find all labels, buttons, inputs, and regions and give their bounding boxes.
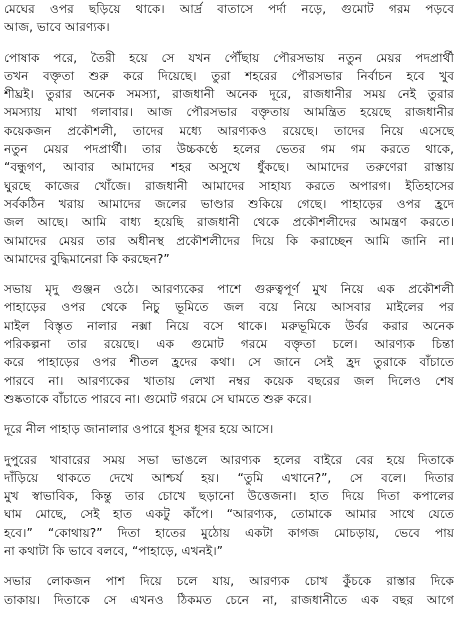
paragraph-1 xyxy=(4,0,454,37)
text-line: আজ, ভাবে আরণ্যক। xyxy=(4,20,110,35)
paragraph-3 xyxy=(4,280,454,408)
text-line: সভার লোকজন পাশ দিয়ে চলে যায়, আরণ্যক চোখ কুঁচকে রাস্তার দিকে xyxy=(4,574,454,589)
text-line: ঘুরছে কাজের খোঁজে। রাজধানী আমাদের সাহায্য করতে অপারগ। ইতিহাসের xyxy=(4,178,454,193)
text-line: দাঁড়িয়ে থাকতে দেখে আশ্চর্য হয়। “তুমি এখানে?”, সে বলে। দিতার xyxy=(4,470,454,485)
paragraph-5 xyxy=(4,451,454,561)
paragraph-4 xyxy=(4,420,454,438)
text-line: তাকায়। দিতাকে সে এখনও ঠিকমত চেনে না, রাজধানীতে এক বছর আগে xyxy=(4,592,454,607)
document-page xyxy=(4,0,454,609)
text-line: আমাদের মেয়র তার অধীনস্থ প্রকৌশলীদের দিয়ে কি করাচ্ছেন আমি জানি না। xyxy=(4,233,454,248)
text-line: তখন বক্তৃতা শুরু করে দিয়েছে। তুরা শহরের পৌরসভার নির্বাচন হবে খুব xyxy=(4,68,454,83)
text-line: করে পাহাড়ের ওপর শীতল হ্রদের কথা। সে জানে সেই হ্রদ তুরাকে বাঁচাতে xyxy=(4,355,454,370)
text-line: পাহাড়ের ওপর থেকে নিচু ভূমিতে জল বয়ে নিয়ে আসবার মাইলের পর xyxy=(4,300,454,315)
text-line: সভায় মৃদু গুঞ্জন ওঠে। আরণ্যকের পাশে গুরুত্বপূর্ণ মুখ নিয়ে এক প্রকৌশলী xyxy=(4,282,454,297)
text-line: পরিকল্পনা তার রয়েছে। এক গুমোট গরমে বক্তৃতা চলে। আরণ্যক চিন্তা xyxy=(4,337,454,352)
text-line: শুষ্কতাকে বাঁচাতে পারবে না। গুমোট গরমে সে ঘামতে শুরু করে। xyxy=(4,391,312,406)
text-line: আমাদের বুদ্ধিমানেরা কি করছেন?” xyxy=(4,251,170,266)
text-line: সর্বকঠিন খরায় আমাদের জলের ভাণ্ডার শুকিয়ে গেছে। পাহাড়ের ওপর হ্রদে xyxy=(4,196,454,211)
text-line: ঘাম মোছে, সেই হাত একটু কাঁপে। “আরণ্যক, তোমাকে আমার সাথে যেতে xyxy=(4,507,454,522)
text-line: নতুন মেয়র পদপ্রার্থী। তার উচ্চকণ্ঠে হলের ভেতর গম গম করতে থাকে, xyxy=(4,142,454,157)
text-line: মেঘের ওপর ছড়িয়ে থাকে। আর্দ্র বাতাসে পর্দা নড়ে, গুমোট গরম পড়বে xyxy=(4,2,454,16)
text-line: পারবে না। আরণ্যকের খাতায় লেখা নম্বর কয়েক বছরের জল দিলেও শেষ xyxy=(4,373,454,388)
text-line: জল আছে। আমি বাধ্য হয়েছি রাজধানী থেকে প্রকৌশলীদের আমন্ত্রণ করতে। xyxy=(4,215,454,230)
text-line: না কথাটা কি ভাবে বলবে, “পাহাড়ে, এখনই।” xyxy=(4,544,223,559)
text-line: সমস্যায় মাথা গলাবার। আজ পৌরসভার বক্তৃতায় আমন্ত্রিত হয়েছে রাজধানীর xyxy=(4,105,454,120)
text-line: পোষাক পরে, তৈরী হয়ে সে যখন পৌঁছায় পৌরসভায় নতুন মেয়র পদপ্রার্থী xyxy=(4,50,454,65)
text-line: দূরে নীল পাহাড় জানালার ওপারে ধূসর ধূসর হয়ে আসে। xyxy=(4,422,274,437)
text-line: দুপুরের খাবারের সময় সভা ভাঙলে আরণ্যক হলের বাইরে বের হয়ে দিতাকে xyxy=(4,452,454,467)
paragraph-6 xyxy=(4,572,454,609)
text-line: মাইল বিস্তৃত নালার নক্সা নিয়ে বসে থাকে। মরুভূমিকে উর্বর করার অনেক xyxy=(4,318,454,333)
text-line: “বন্ধুগণ, আবার আমাদের শহর অসুখে ধুঁকছে। আমাদের তরুণেরা রাস্তায় xyxy=(4,160,454,175)
text-line: কয়েকজন প্রকৌশলী, তাদের মধ্যে আরণ্যকও রয়েছে। তাদের নিয়ে এসেছে xyxy=(4,123,454,138)
text-line: মুখ স্বাভাবিক, কিন্তু তার চোখে ছড়ানো উত্তেজনা। হাত দিয়ে দিতা কপালের xyxy=(4,489,454,504)
text-line: শীঘ্রই। তুরার অনেক সমস্যা, রাজধানী অনেক দূরে, রাজধানীর সময় নেই তুরার xyxy=(4,87,454,102)
text-line: হবে।” “কোথায়?” দিতা হাতের মুঠোয় একটা কাগজ মোচড়ায়, ভেবে পায় xyxy=(4,525,454,540)
paragraph-2 xyxy=(4,49,454,269)
